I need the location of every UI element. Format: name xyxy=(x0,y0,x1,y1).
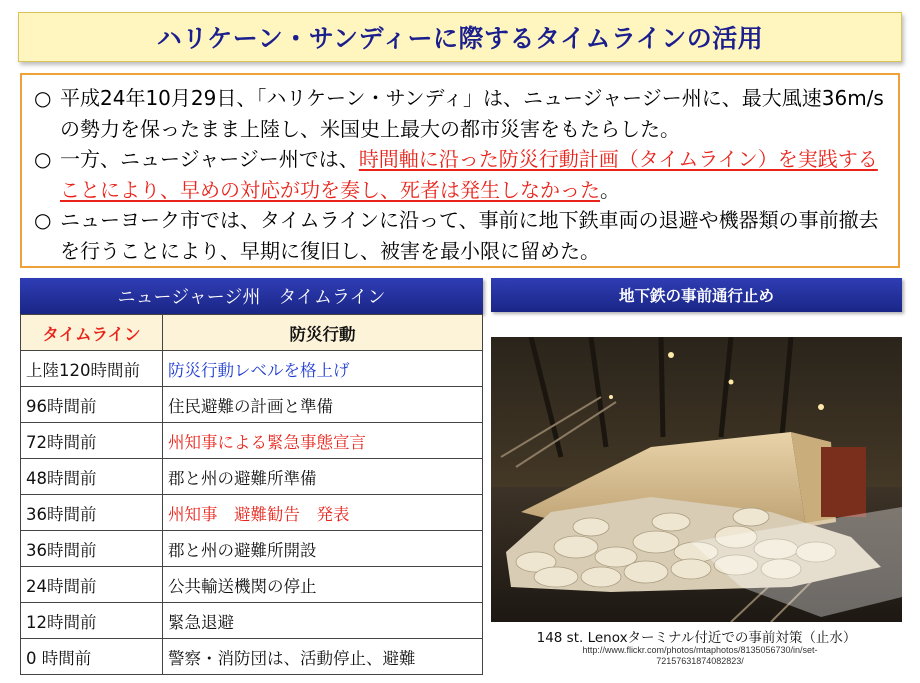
timeline-time-cell: 96時間前 xyxy=(21,387,163,423)
timeline-action-cell: 州知事による緊急事態宣言 xyxy=(163,423,483,459)
photo-caption: 148 st. Lenoxターミナル付近での事前対策（止水） xyxy=(536,630,857,646)
summary-text-1: 平成24年10月29日、「ハリケーン・サンディ」は、ニュージャージー州に、最大風速36m/sの勢力を保ったまま上陸し、米国史上最大の都市災害をもたらした。 xyxy=(60,86,884,141)
timeline-time-cell: 36時間前 xyxy=(21,495,163,531)
bullet-circle-icon: ○ xyxy=(34,208,52,232)
timeline-time-cell: 24時間前 xyxy=(21,567,163,603)
timeline-row xyxy=(21,531,483,567)
timeline-row xyxy=(21,423,483,459)
timeline-table xyxy=(20,314,483,675)
timeline-row xyxy=(21,459,483,495)
subway-tunnel-image xyxy=(491,337,902,622)
timeline-time-cell: 72時間前 xyxy=(21,423,163,459)
summary-text-2-highlight: 時間軸に沿った防災行動計画（タイムライン）を実践することにより、早めの対応が功を奏し、死者は発生しなかった xyxy=(60,147,878,202)
timeline-action-cell: 郡と州の避難所開設 xyxy=(163,531,483,567)
timeline-col-header: タイムライン xyxy=(21,315,163,351)
timeline-time-cell: 0 時間前 xyxy=(21,639,163,675)
summary-bullet-2 xyxy=(34,144,888,205)
timeline-table-header-row xyxy=(21,315,483,351)
summary-text-2-pre: 一方、ニュージャージー州では、 xyxy=(60,147,359,171)
bullet-circle-icon: ○ xyxy=(34,147,52,171)
timeline-action-cell: 郡と州の避難所準備 xyxy=(163,459,483,495)
summary-box xyxy=(20,73,900,268)
summary-text-2-post: 。 xyxy=(600,177,620,202)
page-title: ハリケーン・サンディーに際するタイムラインの活用 xyxy=(156,24,764,53)
timeline-action-cell: 警察・消防団は、活動停止、避難 xyxy=(163,639,483,675)
subway-header: 地下鉄の事前通行止め xyxy=(491,278,902,312)
timeline-header: ニュージャージ州 タイムライン xyxy=(20,278,483,314)
timeline-time-cell: 48時間前 xyxy=(21,459,163,495)
timeline-action-cell: 住民避難の計画と準備 xyxy=(163,387,483,423)
timeline-row xyxy=(21,603,483,639)
timeline-action-cell: 公共輸送機関の停止 xyxy=(163,567,483,603)
timeline-action-cell: 緊急退避 xyxy=(163,603,483,639)
timeline-table-body xyxy=(21,351,483,675)
title-bar xyxy=(18,12,902,62)
summary-text-2 xyxy=(60,144,888,205)
timeline-action-cell: 州知事 避難勧告 発表 xyxy=(163,495,483,531)
summary-bullet-3 xyxy=(34,205,888,266)
timeline-row xyxy=(21,639,483,675)
timeline-row xyxy=(21,567,483,603)
timeline-time-cell: 12時間前 xyxy=(21,603,163,639)
photo-source-url: http://www.flickr.com/photos/mtaphotos/8135056730/in/set-72157631874082823/ xyxy=(582,645,818,666)
summary-text-3: ニューヨーク市では、タイムラインに沿って、事前に地下鉄車両の退避や機器類の事前撤去を行うことにより、早期に復旧し、被害を最小限に留めた。 xyxy=(60,208,879,263)
bullet-circle-icon: ○ xyxy=(34,86,52,110)
timeline-time-cell: 上陸120時間前 xyxy=(21,351,163,387)
timeline-row xyxy=(21,351,483,387)
timeline-row xyxy=(21,495,483,531)
summary-bullet-1 xyxy=(34,83,888,144)
timeline-time-cell: 36時間前 xyxy=(21,531,163,567)
action-col-header: 防災行動 xyxy=(163,315,483,351)
subway-floodwall-photo xyxy=(491,337,902,622)
timeline-row xyxy=(21,387,483,423)
timeline-action-cell: 防災行動レベルを格上げ xyxy=(163,351,483,387)
